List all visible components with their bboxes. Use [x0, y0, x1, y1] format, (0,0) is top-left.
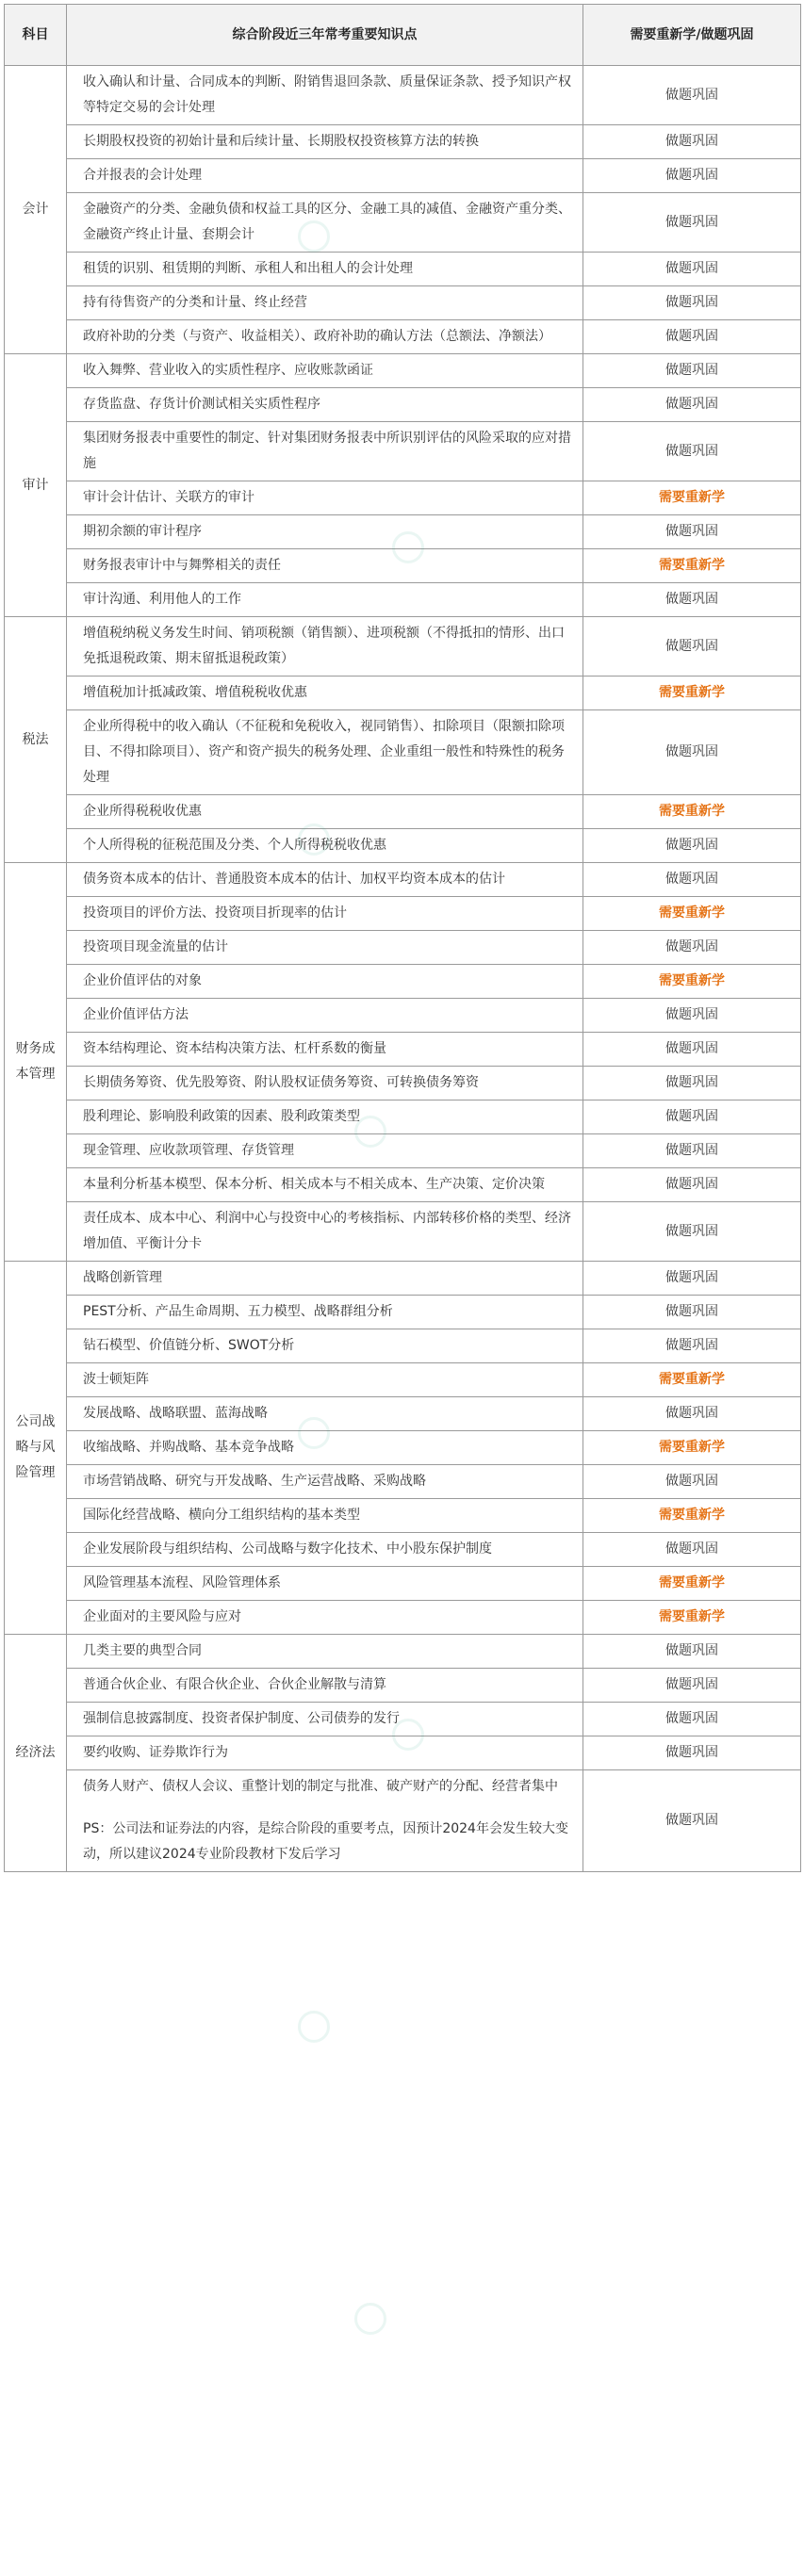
- topic-cell: [67, 1567, 583, 1601]
- topic-text: 长期债务筹资、优先股筹资、附认股权证债务筹资、可转换债务筹资: [83, 1075, 479, 1090]
- topic-cell: [67, 583, 583, 617]
- practice-badge: 做题巩固: [583, 863, 801, 897]
- table-row: [5, 253, 801, 286]
- topic-cell: [67, 286, 583, 320]
- topic-text: 长期股权投资的初始计量和后续计量、长期股权投资核算方法的转换: [83, 134, 479, 149]
- relearn-badge: 需要重新学: [583, 677, 801, 710]
- practice-badge: 做题巩固: [583, 253, 801, 286]
- table-row: [5, 388, 801, 422]
- table-row: [5, 1168, 801, 1202]
- topic-cell: [67, 481, 583, 515]
- table-row: [5, 1033, 801, 1067]
- table-row: [5, 515, 801, 549]
- topic-text: 企业所得税税收优惠: [83, 804, 202, 819]
- table-row: [5, 965, 801, 999]
- relearn-badge: 需要重新学: [583, 1601, 801, 1635]
- topic-cell: [67, 354, 583, 388]
- topic-text: 投资项目现金流量的估计: [83, 939, 228, 954]
- topic-text: 个人所得税的征税范围及分类、个人所得税税收优惠: [83, 838, 386, 853]
- topic-cell: [67, 1635, 583, 1669]
- table-row: [5, 931, 801, 965]
- header-action: 需要重新学/做题巩固: [583, 5, 801, 66]
- table-row: [5, 1635, 801, 1669]
- topic-cell: [67, 1168, 583, 1202]
- table-row: [5, 159, 801, 193]
- topic-text: 企业价值评估的对象: [83, 973, 202, 988]
- topic-text: 几类主要的典型合同: [83, 1643, 202, 1658]
- topic-cell: [67, 549, 583, 583]
- table-header-row: [5, 5, 801, 66]
- topic-cell: [67, 1134, 583, 1168]
- topic-cell: [67, 422, 583, 481]
- table-row: [5, 1703, 801, 1736]
- practice-badge: 做题巩固: [583, 1296, 801, 1329]
- table-row: [5, 1262, 801, 1296]
- topic-text: 发展战略、战略联盟、蓝海战略: [83, 1406, 268, 1421]
- table-row: [5, 1736, 801, 1770]
- table-row: [5, 1431, 801, 1465]
- table-row: [5, 481, 801, 515]
- table-row: [5, 1296, 801, 1329]
- watermark-logo-icon: [354, 2303, 386, 2335]
- topic-text: 责任成本、成本中心、利润中心与投资中心的考核指标、内部转移价格的类型、经济增加值、平衡计分卡: [83, 1211, 571, 1251]
- practice-badge: 做题巩固: [583, 1329, 801, 1363]
- topic-cell: [67, 863, 583, 897]
- topic-cell: [67, 965, 583, 999]
- practice-badge: 做题巩固: [583, 1101, 801, 1134]
- topic-cell: [67, 795, 583, 829]
- table-row: [5, 1134, 801, 1168]
- practice-badge: 做题巩固: [583, 286, 801, 320]
- relearn-badge: 需要重新学: [583, 1567, 801, 1601]
- topic-cell: [67, 897, 583, 931]
- topic-cell: [67, 1770, 583, 1872]
- topic-text: 政府补助的分类（与资产、收益相关）、政府补助的确认方法（总额法、净额法）: [83, 329, 551, 344]
- topic-text: 市场营销战略、研究与开发战略、生产运营战略、采购战略: [83, 1474, 426, 1489]
- table-row: [5, 1669, 801, 1703]
- topic-cell: [67, 66, 583, 125]
- table-row: [5, 1202, 801, 1262]
- header-topic: 综合阶段近三年常考重要知识点: [67, 5, 583, 66]
- practice-badge: 做题巩固: [583, 66, 801, 125]
- topic-text: 债务资本成本的估计、普通股资本成本的估计、加权平均资本成本的估计: [83, 872, 505, 887]
- table-body: [5, 66, 801, 1872]
- practice-badge: 做题巩固: [583, 1533, 801, 1567]
- subject-cell: 审计: [5, 354, 67, 617]
- topic-text: 租赁的识别、租赁期的判断、承租人和出租人的会计处理: [83, 261, 413, 276]
- topic-text: 增值税加计抵减政策、增值税税收优惠: [83, 685, 307, 700]
- practice-badge: 做题巩固: [583, 617, 801, 677]
- topic-cell: [67, 253, 583, 286]
- practice-badge: 做题巩固: [583, 1262, 801, 1296]
- topic-cell: [67, 1296, 583, 1329]
- table-row: [5, 1067, 801, 1101]
- relearn-badge: 需要重新学: [583, 897, 801, 931]
- topic-cell: [67, 1101, 583, 1134]
- topic-text: 风险管理基本流程、风险管理体系: [83, 1575, 281, 1590]
- practice-badge: 做题巩固: [583, 583, 801, 617]
- table-row: [5, 354, 801, 388]
- topic-text: 国际化经营战略、横向分工组织结构的基本类型: [83, 1508, 360, 1523]
- topic-cell: [67, 515, 583, 549]
- practice-badge: 做题巩固: [583, 320, 801, 354]
- table-row: [5, 795, 801, 829]
- practice-badge: 做题巩固: [583, 515, 801, 549]
- topic-text: 持有待售资产的分类和计量、终止经营: [83, 295, 307, 310]
- practice-badge: 做题巩固: [583, 422, 801, 481]
- subject-cell: 税法: [5, 617, 67, 863]
- practice-badge: 做题巩固: [583, 999, 801, 1033]
- practice-badge: 做题巩固: [583, 1134, 801, 1168]
- topic-text: 合并报表的会计处理: [83, 168, 202, 183]
- table-row: [5, 1533, 801, 1567]
- table-row: [5, 999, 801, 1033]
- topic-text: 现金管理、应收款项管理、存货管理: [83, 1143, 294, 1158]
- relearn-badge: 需要重新学: [583, 1363, 801, 1397]
- topic-text: 集团财务报表中重要性的制定、针对集团财务报表中所识别评估的风险采取的应对措施: [83, 431, 571, 471]
- table-row: [5, 286, 801, 320]
- practice-badge: 做题巩固: [583, 1635, 801, 1669]
- topic-text: 企业发展阶段与组织结构、公司战略与数字化技术、中小股东保护制度: [83, 1541, 492, 1557]
- topic-cell: [67, 159, 583, 193]
- topic-cell: [67, 710, 583, 795]
- topic-text: 战略创新管理: [83, 1270, 162, 1285]
- topic-text: 审计沟通、利用他人的工作: [83, 592, 241, 607]
- table-row: [5, 897, 801, 931]
- table-row: [5, 617, 801, 677]
- topic-text: 收入舞弊、营业收入的实质性程序、应收账款函证: [83, 363, 373, 378]
- relearn-badge: 需要重新学: [583, 1431, 801, 1465]
- practice-badge: 做题巩固: [583, 388, 801, 422]
- table-row: [5, 677, 801, 710]
- topic-text: 增值税纳税义务发生时间、销项税额（销售额）、进项税额（不得抵扣的情形、出口免抵退税政策、期末留抵退税政策）: [83, 626, 565, 666]
- knowledge-table: [4, 4, 801, 1872]
- topic-text: 企业所得税中的收入确认（不征税和免税收入，视同销售）、扣除项目（限额扣除项目、不得扣除项目）、资产和资产损失的税务处理、企业重组一般性和特殊性的税务处理: [83, 719, 565, 785]
- table-row: [5, 1499, 801, 1533]
- table-row: [5, 1101, 801, 1134]
- practice-badge: 做题巩固: [583, 1033, 801, 1067]
- relearn-badge: 需要重新学: [583, 549, 801, 583]
- practice-badge: 做题巩固: [583, 1669, 801, 1703]
- practice-badge: 做题巩固: [583, 1465, 801, 1499]
- practice-badge: 做题巩固: [583, 931, 801, 965]
- topic-cell: [67, 388, 583, 422]
- topic-cell: [67, 1363, 583, 1397]
- topic-text: 审计会计估计、关联方的审计: [83, 490, 254, 505]
- topic-text: 财务报表审计中与舞弊相关的责任: [83, 558, 281, 573]
- topic-cell: [67, 1329, 583, 1363]
- practice-badge: 做题巩固: [583, 159, 801, 193]
- table-row: [5, 1567, 801, 1601]
- practice-badge: 做题巩固: [583, 1397, 801, 1431]
- table-row: [5, 583, 801, 617]
- topic-cell: [67, 1533, 583, 1567]
- topic-text: PEST分析、产品生命周期、五力模型、战略群组分析: [83, 1304, 393, 1319]
- practice-badge: 做题巩固: [583, 1168, 801, 1202]
- table-row: [5, 1601, 801, 1635]
- watermark-logo-icon: [298, 2011, 330, 2043]
- practice-badge: 做题巩固: [583, 354, 801, 388]
- topic-cell: [67, 125, 583, 159]
- topic-cell: [67, 1202, 583, 1262]
- topic-cell: [67, 1465, 583, 1499]
- practice-badge: 做题巩固: [583, 125, 801, 159]
- topic-cell: [67, 829, 583, 863]
- topic-cell: [67, 1431, 583, 1465]
- practice-badge: 做题巩固: [583, 1703, 801, 1736]
- table-row: [5, 1770, 801, 1872]
- topic-cell: [67, 617, 583, 677]
- header-subject: 科目: [5, 5, 67, 66]
- table-row: [5, 193, 801, 253]
- table-row: [5, 1397, 801, 1431]
- topic-text: 企业面对的主要风险与应对: [83, 1609, 241, 1624]
- subject-cell: 财务成 本管理: [5, 863, 67, 1262]
- topic-cell: [67, 677, 583, 710]
- topic-text: 波士顿矩阵: [83, 1372, 149, 1387]
- topic-text: 金融资产的分类、金融负债和权益工具的区分、金融工具的减值、金融资产重分类、金融资产终止计量、套期会计: [83, 202, 571, 242]
- subject-cell: 经济法: [5, 1635, 67, 1872]
- topic-text: 期初余额的审计程序: [83, 524, 202, 539]
- table-row: [5, 1329, 801, 1363]
- topic-text: 本量利分析基本模型、保本分析、相关成本与不相关成本、生产决策、定价决策: [83, 1177, 545, 1192]
- topic-cell: [67, 1067, 583, 1101]
- table-row: [5, 829, 801, 863]
- topic-cell: [67, 1669, 583, 1703]
- table-row: [5, 863, 801, 897]
- topic-text: 存货监盘、存货计价测试相关实质性程序: [83, 397, 320, 412]
- topic-cell: [67, 1033, 583, 1067]
- topic-cell: [67, 193, 583, 253]
- table-row: [5, 549, 801, 583]
- topic-cell: [67, 999, 583, 1033]
- topic-cell: [67, 1262, 583, 1296]
- practice-badge: 做题巩固: [583, 1770, 801, 1872]
- practice-badge: 做题巩固: [583, 1202, 801, 1262]
- topic-text: 收缩战略、并购战略、基本竞争战略: [83, 1440, 294, 1455]
- topic-text: 投资项目的评价方法、投资项目折现率的估计: [83, 905, 347, 921]
- table-row: [5, 710, 801, 795]
- topic-text: 要约收购、证券欺诈行为: [83, 1745, 228, 1760]
- topic-text: 股利理论、影响股利政策的因素、股利政策类型: [83, 1109, 360, 1124]
- topic-text: 钻石模型、价值链分析、SWOT分析: [83, 1338, 295, 1353]
- table-row: [5, 1465, 801, 1499]
- practice-badge: 做题巩固: [583, 1067, 801, 1101]
- topic-cell: [67, 1703, 583, 1736]
- topic-cell: [67, 1397, 583, 1431]
- topic-text: 企业价值评估方法: [83, 1007, 189, 1022]
- topic-cell: [67, 931, 583, 965]
- topic-text: 债务人财产、债权人会议、重整计划的制定与批准、破产财产的分配、经营者集中: [83, 1779, 558, 1794]
- practice-badge: 做题巩固: [583, 829, 801, 863]
- relearn-badge: 需要重新学: [583, 481, 801, 515]
- ps-note: PS：公司法和证券法的内容，是综合阶段的重要考点，因预计2024年会发生较大变动，所以建议2024专业阶段教材下发后学习: [83, 1821, 568, 1862]
- topic-text: 收入确认和计量、合同成本的判断、附销售退回条款、质量保证条款、授予知识产权等特定交易的会计处理: [83, 74, 571, 115]
- practice-badge: 做题巩固: [583, 710, 801, 795]
- practice-badge: 做题巩固: [583, 193, 801, 253]
- table-row: [5, 125, 801, 159]
- topic-text: 强制信息披露制度、投资者保护制度、公司债券的发行: [83, 1711, 400, 1726]
- subject-cell: 公司战 略与风 险管理: [5, 1262, 67, 1635]
- topic-cell: [67, 1601, 583, 1635]
- table-row: [5, 66, 801, 125]
- practice-badge: 做题巩固: [583, 1736, 801, 1770]
- relearn-badge: 需要重新学: [583, 795, 801, 829]
- topic-text: 普通合伙企业、有限合伙企业、合伙企业解散与清算: [83, 1677, 386, 1692]
- relearn-badge: 需要重新学: [583, 1499, 801, 1533]
- table-row: [5, 1363, 801, 1397]
- topic-cell: [67, 320, 583, 354]
- relearn-badge: 需要重新学: [583, 965, 801, 999]
- table-row: [5, 320, 801, 354]
- topic-cell: [67, 1736, 583, 1770]
- topic-text: 资本结构理论、资本结构决策方法、杠杆系数的衡量: [83, 1041, 386, 1056]
- table-row: [5, 422, 801, 481]
- topic-cell: [67, 1499, 583, 1533]
- subject-cell: 会计: [5, 66, 67, 354]
